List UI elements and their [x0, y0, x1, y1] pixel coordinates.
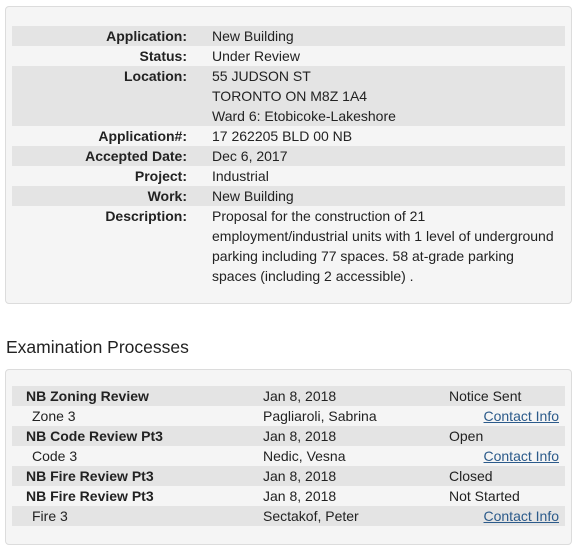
examiner-row — [12, 406, 565, 426]
detail-label: Location: — [124, 68, 187, 84]
examiner-group: Zone 3 — [32, 408, 76, 424]
detail-value-line: Industrial — [212, 168, 269, 184]
examiner-row — [12, 446, 565, 466]
detail-value-line: Under Review — [212, 48, 300, 64]
detail-row-status — [12, 46, 565, 66]
process-date: Jan 8, 2018 — [263, 428, 337, 444]
contact-info-cell — [449, 406, 565, 426]
examiner-name: Sectakof, Peter — [263, 508, 359, 524]
contact-info-link[interactable]: Contact Info — [483, 408, 559, 424]
contact-info-link[interactable]: Contact Info — [483, 508, 559, 524]
detail-row-location — [12, 66, 565, 126]
application-details-table — [12, 26, 565, 286]
process-date: Jan 8, 2018 — [263, 388, 337, 404]
detail-value-line: Dec 6, 2017 — [212, 148, 288, 164]
detail-label: Accepted Date: — [85, 148, 187, 164]
examiner-row — [12, 506, 565, 526]
process-date: Jan 8, 2018 — [263, 488, 337, 504]
detail-value — [212, 66, 565, 126]
contact-info-link[interactable]: Contact Info — [483, 448, 559, 464]
examiner-name: Pagliaroli, Sabrina — [263, 408, 377, 424]
detail-value-line: 17 262205 BLD 00 NB — [212, 128, 353, 144]
examiner-name: Nedic, Vesna — [263, 448, 346, 464]
detail-value-line: TORONTO ON M8Z 1A4 — [212, 88, 368, 104]
detail-value — [212, 186, 565, 206]
examination-processes-title: Examination Processes — [6, 337, 189, 357]
process-row — [12, 426, 565, 446]
process-status: Notice Sent — [449, 388, 522, 404]
contact-info-cell — [449, 446, 565, 466]
detail-value — [212, 146, 565, 166]
detail-value — [212, 206, 565, 286]
process-name: NB Zoning Review — [26, 388, 149, 404]
process-date: Jan 8, 2018 — [263, 468, 337, 484]
detail-row-project — [12, 166, 565, 186]
detail-label: Work: — [147, 188, 187, 204]
detail-value — [212, 46, 565, 66]
detail-row-work — [12, 186, 565, 206]
detail-value-line: Proposal for the construction of 21 — [212, 208, 426, 224]
process-status: Closed — [449, 468, 493, 484]
detail-value — [212, 126, 565, 146]
detail-row-accepted-date — [12, 146, 565, 166]
detail-value-line: Ward 6: Etobicoke-Lakeshore — [212, 108, 396, 124]
process-status: Open — [449, 428, 484, 444]
examiner-group: Fire 3 — [32, 508, 68, 524]
detail-label: Description: — [105, 208, 187, 224]
detail-value-line: New Building — [212, 188, 294, 204]
detail-label: Status: — [139, 48, 187, 64]
examination-processes-panel — [5, 369, 572, 545]
detail-value-line: spaces (including 2 accessible) . — [212, 268, 414, 284]
detail-value-line: New Building — [212, 28, 294, 44]
detail-value — [212, 166, 565, 186]
detail-row-application — [12, 26, 565, 46]
examiner-group: Code 3 — [32, 448, 78, 464]
detail-value — [212, 26, 565, 46]
process-row — [12, 486, 565, 506]
detail-value-line: employment/industrial units with 1 level of underground — [212, 228, 554, 244]
detail-label: Application#: — [98, 128, 187, 144]
detail-value-line: parking including 77 spaces. 58 at-grade parking — [212, 248, 514, 264]
detail-value-line: 55 JUDSON ST — [212, 68, 311, 84]
process-name: NB Code Review Pt3 — [26, 428, 163, 444]
process-row — [12, 466, 565, 486]
process-status: Not Started — [449, 488, 520, 504]
process-name: NB Fire Review Pt3 — [26, 468, 154, 484]
detail-row-description — [12, 206, 565, 286]
process-row — [12, 386, 565, 406]
application-details-panel — [5, 6, 572, 304]
contact-info-cell — [449, 506, 565, 526]
process-name: NB Fire Review Pt3 — [26, 488, 154, 504]
examination-processes-table — [12, 386, 565, 526]
detail-row-application-number — [12, 126, 565, 146]
detail-label: Application: — [106, 28, 187, 44]
detail-label: Project: — [134, 168, 187, 184]
